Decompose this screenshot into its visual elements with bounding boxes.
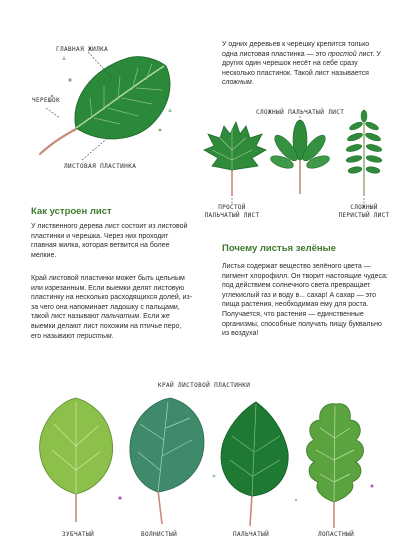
section-title-leaf-structure: Как устроен лист [31,206,112,217]
leaf-structure-paragraph-1: У лиственного дерева лист состоит из листовой пластинки и черешка. Через них проходит главная жилка, которая ветвится на более мелкие. [31,223,188,259]
leaf-structure-paragraph-2: Край листовой пластинки может быть цельным или изрезанным. Если выемки делят листовую пластинку на несколько расходящихся долей, из-за чего она напоминает ладошку с пальцами, такой лист называют пальчатым. Если же выемки делают лист похожим на птичье перо, его называют перистым. [31,275,193,340]
label-edge-wavy: ВОЛНИСТЫЙ [141,531,178,538]
why-green-paragraph: Листья содержат вещество зелёного цвета — пигмент хлорофилл. Он творит настоящие чудеса: под действием солнечного света превращает углекислый газ и воду в... сахар! А сахар — это пища растения, необходимая ему для роста. Получается, что растения — единственные организмы, способные получать пищу буквально из воздуха! [222,263,388,338]
label-edge-lobed: ЛОПАСТНЫЙ [318,531,355,538]
label-edge-title: КРАЙ ЛИСТОВОЙ ПЛАСТИНКИ [158,382,251,389]
section-title-why-green: Почему листья зелёные [222,243,337,254]
label-edge-toothed: ЗУБЧАТЫЙ [62,531,95,538]
label-main-vein: ГЛАВНАЯ ЖИЛКА [56,46,109,53]
label-compound-pinnate-line1: СЛОЖНЫЙ [350,204,378,211]
label-compound-pinnate-line2: ПЕРИСТЫЙ ЛИСТ [338,212,390,219]
label-edge-palmate: ПАЛЬЧАТЫЙ [233,531,270,538]
label-compound-palmate: СЛОЖНЫЙ ПАЛЬЧАТЫЙ ЛИСТ [256,109,345,116]
label-petiole: ЧЕРЕШОК [32,97,61,104]
intro-paragraph: У одних деревьев к черешку крепится только одна листовая пластинка — это простой лист. У других один черешок несёт на себе сразу несколько пластинок. Такой лист называется сложным. [222,41,381,87]
label-lamina: ЛИСТОВАЯ ПЛАСТИНКА [64,163,137,170]
label-simple-palmate-line1: ПРОСТОЙ [218,204,246,211]
label-simple-palmate-line2: ПАЛЬЧАТЫЙ ЛИСТ [204,212,260,219]
